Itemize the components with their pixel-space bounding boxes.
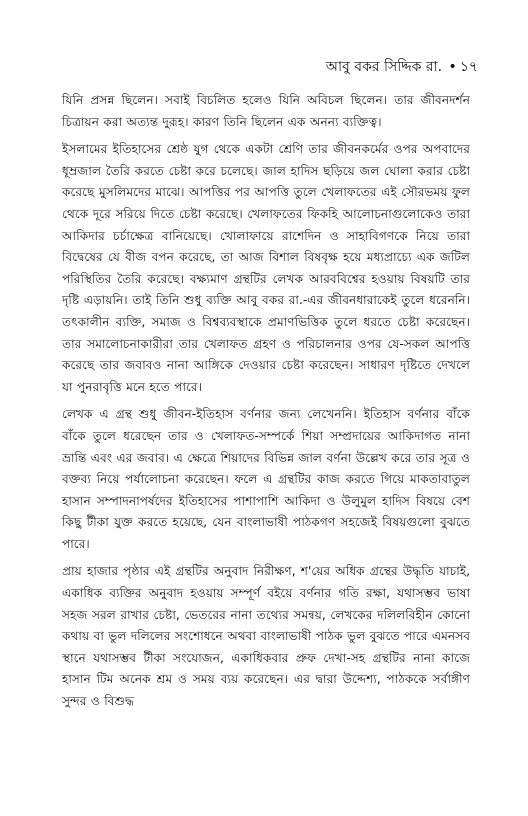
paragraph: যিনি প্রসন্ন ছিলেন। সবাই বিচলিত হলেও যিনি অবিচল ছিলেন। তার জীবনদর্শন চিত্রায়ন করা অত্যন্ত দুরূহ। কারণ তিনি ছিলেন এক অনন্য ব্যক্তিত্ব। <box>62 93 470 129</box>
running-header <box>326 58 478 76</box>
paragraph: লেখক এ গ্রন্থ শুধু জীবন-ইতিহাস বর্ণনার জন্য লেখেননি। ইতিহাস বর্ণনার বাঁকে বাঁকে তুলে ধরেছেন তার ও খেলাফত-সম্পর্কে শিয়া সম্প্রদায়ের আকিদাগত নানা ভ্রান্তি এবং এর জবাব। এ ক্ষেত্রে শিয়াদের বিভিন্ন জাল বর্ণনা উল্লেখ করে তার সূত্র ও বক্তব্য নিয়ে পর্যালোচনা করেছেন। ফলে এ গ্রন্থটির কাজ করতে গিয়ে মাকতাবাতুল হাসান সম্পাদনাপর্ষদের ইতিহাসের পাশাপাশি আকিদা ও উলুমুল হাদিস বিষয়ে বেশ কিছু টীকা যুক্ত করতে হয়েছে, যেন বাংলাভাষী পাঠকগণ সহজেই বিষয়গুলো বুঝতে পারে। <box>62 407 470 551</box>
body-text <box>62 90 470 719</box>
header-separator: • <box>448 59 457 75</box>
paragraph: প্রায় হাজার পৃষ্ঠার এই গ্রন্থটির অনুবাদ নিরীক্ষণ, শ'য়ের অধিক গ্রন্থের উদ্ধৃতি যাচাই, একাধিক ব্যক্তির অনুবাদ হওয়ায় সম্পূর্ণ বইয়ে বর্ণনার গতি রক্ষা, যথাসম্ভব ভাষা সহজ সরল রাখার চেষ্টা, ভেতরের নানা তথ্যের সমন্বয়, লেখকের দলিলবিহীন কোনো কথায় বা ভুল দলিলের সংশোধনে অথবা বাংলাভাষী পাঠক ভুল বুঝতে পারে এমনসব স্থানে যথাসম্ভব টীকা সংযোজন, একাধিকবার প্রুফ দেখা-সহ গ্রন্থটির নানা কাজে হাসান টিম অনেক শ্রম ও সময় ব্যয় করেছেন। এর দ্বারা উদ্দেশ্য, পাঠককে সর্বাঙ্গীণ সুন্দর ও বিশুদ্ধ <box>62 564 470 709</box>
paragraph: ইসলামের ইতিহাসের শ্রেষ্ঠ যুগ থেকে একটা শ্রেণি তার জীবনকর্মের ওপর অপবাদের ধূম্রজাল তৈরি করতে চেষ্টা করে চলেছে। জাল হাদিস ছড়িয়ে জল ঘোলা করার চেষ্টা করেছে মুসলিমদের মাঝে। আপত্তির পর আপত্তি তুলে খেলাফতের এই সৌরভময় ফুল থেকে দূরে সরিয়ে দিতে চেষ্টা করেছে। খেলাফতের ফিকহি আলোচনাগুলোকেও তারা আকিদার চর্চাক্ষেত্র বানিয়েছে। খোলাফায়ে রাশেদিন ও সাহাবিগণকে নিয়ে তারা বিদ্বেষের যে বীজ বপন করেছে, তা আজ বিশাল বিষবৃক্ষ হয়ে মধ্যপ্রাচ্যে এক জটিল পরিস্থিতির তৈরি করেছে। বক্ষ্যমাণ গ্রন্থটির লেখক আরববিশ্বের হওয়ায় বিষয়টি তার দৃষ্টি এড়ায়নি। তাই তিনি শুধু ব্যক্তি আবু বকর রা.-এর জীবনধারাকেই তুলে ধরেননি। তৎকালীন ব্যক্তি, সমাজ ও বিশ্বব্যবস্থাকে প্রমাণভিত্তিক তুলে ধরতে চেষ্টা করেছেন। তার সমালোচনাকারীরা তার খেলাফত গ্রহণ ও পরিচালনার ওপর যে-সকল আপত্তি করেছে তার জবাবও নানা আঙ্গিকে দেওয়ার চেষ্টা করেছেন। সাধারণ দৃষ্টিতে দেখলে যা পুনরাবৃত্তি মনে হতে পারে। <box>62 142 470 394</box>
header-title: আবু বকর সিদ্দিক রা. <box>325 59 443 75</box>
page-number: ১৭ <box>459 59 478 75</box>
